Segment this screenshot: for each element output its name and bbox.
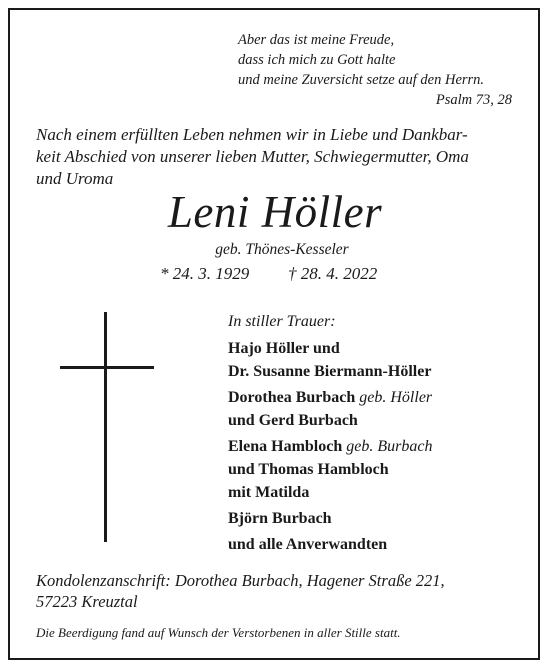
bible-verse bbox=[238, 30, 518, 110]
verse-line: und meine Zuversicht setze auf den Herrn. bbox=[238, 72, 485, 88]
intro-line: Nach einem erfüllten Leben nehmen wir in Liebe und Dankbar- bbox=[36, 125, 468, 144]
mourner-line bbox=[228, 458, 528, 481]
mourner-name: und Thomas Hambloch bbox=[228, 461, 389, 478]
mourners-heading: In stiller Trauer: bbox=[228, 313, 336, 330]
birth-name: geb. Thönes-Kesseler bbox=[215, 241, 349, 258]
mourner-name: Björn Burbach bbox=[228, 510, 332, 527]
intro-line: keit Abschied von unserer lieben Mutter, Schwiegermutter, Oma bbox=[36, 147, 469, 166]
mourner-group bbox=[228, 386, 528, 432]
deceased-name: Leni Höller bbox=[167, 187, 383, 237]
cross-vertical-bar bbox=[104, 312, 107, 542]
mourner-line bbox=[228, 507, 528, 530]
mourner-line bbox=[228, 360, 528, 383]
intro-line: und Uroma bbox=[36, 169, 114, 188]
death-date: † 28. 4. 2022 bbox=[288, 264, 378, 283]
verse-line: dass ich mich zu Gott halte bbox=[238, 52, 396, 68]
funeral-note: Die Beerdigung fand auf Wunsch der Verstorbenen in aller Stille statt. bbox=[36, 625, 401, 640]
verse-reference: Psalm 73, 28 bbox=[435, 92, 512, 108]
mourner-name: und Gerd Burbach bbox=[228, 412, 358, 429]
mourners-list bbox=[228, 310, 528, 559]
condolence-address bbox=[36, 570, 524, 612]
mourner-group bbox=[228, 507, 528, 530]
mourner-line bbox=[228, 409, 528, 432]
mourner-line bbox=[228, 533, 528, 556]
mourner-line bbox=[228, 435, 528, 458]
mourner-line bbox=[228, 386, 528, 409]
mourner-birth-name: geb. Höller bbox=[359, 389, 433, 406]
cross-horizontal-bar bbox=[60, 366, 154, 369]
mourner-name: Elena Hambloch bbox=[228, 438, 343, 455]
verse-line: Aber das ist meine Freude, bbox=[238, 32, 395, 48]
mourner-name: mit Matilda bbox=[228, 484, 310, 501]
birth-date: * 24. 3. 1929 bbox=[160, 264, 250, 283]
mourner-line bbox=[228, 481, 528, 504]
mourner-name: und alle Anverwandten bbox=[228, 536, 388, 553]
cross-icon bbox=[60, 312, 154, 542]
mourner-line bbox=[228, 337, 528, 360]
mourner-birth-name: geb. Burbach bbox=[346, 438, 433, 455]
intro-text bbox=[36, 124, 524, 190]
mourner-group bbox=[228, 337, 528, 383]
address-line: 57223 Kreuztal bbox=[36, 592, 138, 611]
mourner-name: Hajo Höller und bbox=[228, 340, 340, 357]
mourner-name: Dr. Susanne Biermann-Höller bbox=[228, 363, 432, 380]
address-line: Kondolenzanschrift: Dorothea Burbach, Hagener Straße 221, bbox=[36, 571, 445, 590]
mourner-group bbox=[228, 533, 528, 556]
mourner-name: Dorothea Burbach bbox=[228, 389, 356, 406]
mourner-group bbox=[228, 435, 528, 504]
